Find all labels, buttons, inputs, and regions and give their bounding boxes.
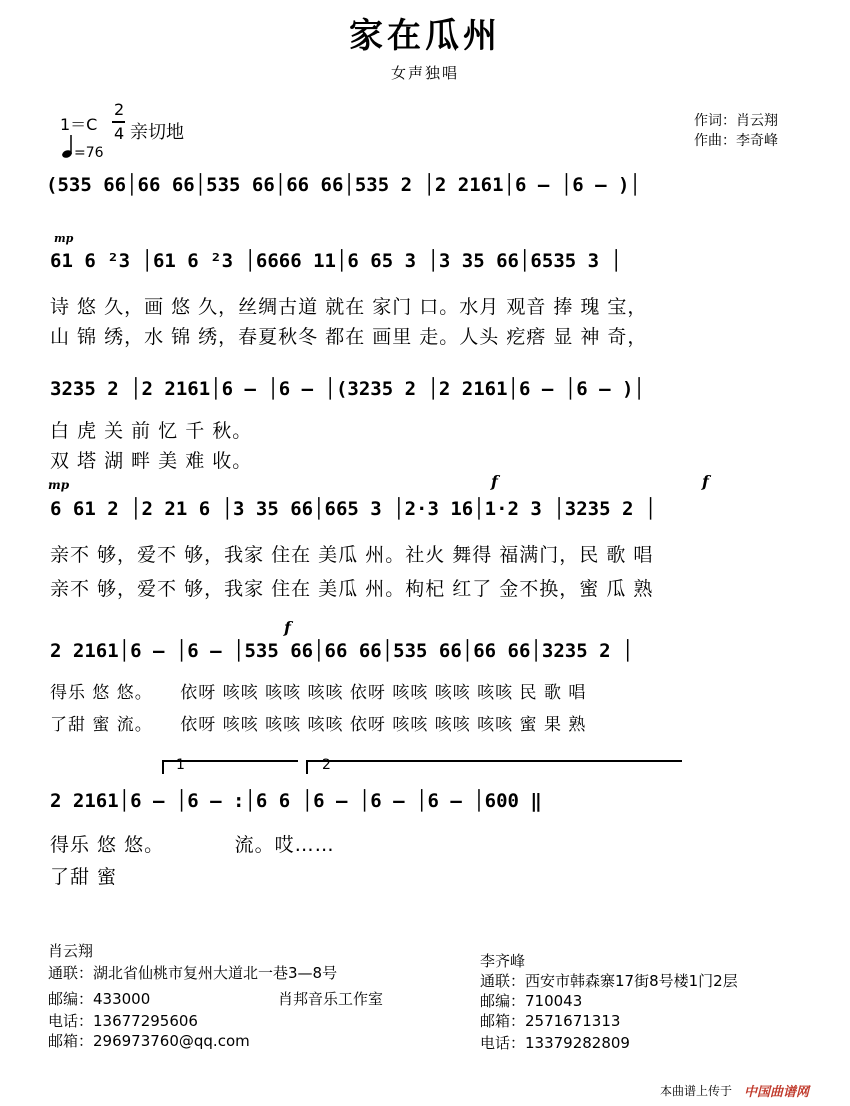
lyricist-credit: 作词：肖云翔 (694, 113, 778, 129)
lyric-verse-1: 得乐 悠 悠。 流。哎…… (50, 834, 335, 856)
notation-line: 2 2161│6 – │6 – │535 66│66 66│535 66│66 66│3235 2 │ (50, 640, 634, 662)
key-signature: 1＝C (60, 115, 98, 134)
notation-line: 2 2161│6 – │6 – :│6 6 │6 – │6 – │6 – │600 ‖ (50, 790, 542, 812)
volta-2-hook (306, 760, 308, 774)
notation-line: 61 6 ²3 │61 6 ²3 │6666 11│6 65 3 │3 35 66│6535 3 │ (50, 250, 622, 272)
contact-postcode: 邮编：433000 (48, 990, 151, 1008)
lyric-verse-2: 了甜 蜜 流。 依呀 咳咳 咳咳 咳咳 依呀 咳咳 咳咳 咳咳 蜜 果 熟 (50, 715, 587, 735)
expression-mark: 亲切地 (130, 122, 184, 143)
notation-line: (535 66│66 66│535 66│66 66│535 2 │2 2161│6 – │6 – )│ (46, 174, 641, 196)
lyric-verse-2: 山 锦 绣，水 锦 绣，春夏秋冬 都在 画里 走。人头 疙瘩 显 神 奇， (50, 326, 648, 348)
volta-1-hook (162, 760, 164, 774)
time-signature-denominator: 4 (114, 124, 125, 143)
contact-postcode: 邮编：710043 (480, 992, 583, 1010)
site-logo: 中国曲谱网 (744, 1085, 810, 1100)
contact-address: 通联：西安市韩森寨17街8号楼1门2层 (480, 972, 738, 990)
contact-address: 通联：湖北省仙桃市复州大道北一巷3—8号 (48, 964, 338, 982)
tempo-marking: =76 (74, 145, 104, 161)
lyric-verse-1: 亲不 够，爱不 够，我家 住在 美瓜 州。社火 舞得 福满门，民 歌 唱 (50, 544, 654, 566)
lyric-verse-2: 了甜 蜜 (50, 866, 118, 888)
dynamic-mark-mp: mp (48, 478, 70, 492)
volta-2-label: 2 (322, 757, 331, 773)
page-subtitle: 女声独唱 (390, 64, 459, 82)
lyric-verse-2: 亲不 够，爱不 够，我家 住在 美瓜 州。枸杞 红了 金不换，蜜 瓜 熟 (50, 578, 654, 600)
contact-phone: 电话：13379282809 (480, 1034, 630, 1052)
notation-line: 6 61 2 │2 21 6 │3 35 66│665 3 │2·3 16│1·2 3 │3235 2 │ (50, 498, 657, 520)
contact-email: 邮箱：296973760@qq.com (48, 1032, 250, 1050)
contact-phone: 电话：13677295606 (48, 1012, 198, 1030)
lyric-verse-1: 诗 悠 久，画 悠 久，丝绸古道 就在 家门 口。水月 观音 捧 瑰 宝， (50, 296, 648, 318)
page-title: 家在瓜州 (349, 16, 501, 56)
volta-1-label: 1 (176, 757, 185, 773)
composer-credit: 作曲：李奇峰 (694, 133, 778, 149)
contact-name: 肖云翔 (48, 942, 94, 960)
volta-2-line (306, 760, 682, 762)
lyric-verse-1: 白 虎 关 前 忆 千 秋。 (50, 420, 253, 442)
footer-text: 本曲谱上传于 (660, 1084, 733, 1098)
dynamic-mark-f: f (284, 618, 291, 637)
dynamic-mark-f: f (491, 472, 498, 491)
time-signature-line (112, 121, 125, 123)
lyric-verse-2: 双 塔 湖 畔 美 难 收。 (50, 450, 253, 472)
contact-name: 李齐峰 (480, 952, 526, 970)
lyric-verse-1: 得乐 悠 悠。 依呀 咳咳 咳咳 咳咳 依呀 咳咳 咳咳 咳咳 民 歌 唱 (50, 683, 587, 703)
contact-email: 邮箱：2571671313 (480, 1012, 621, 1030)
time-signature-numerator: 2 (114, 100, 125, 119)
contact-studio: 肖邦音乐工作室 (278, 990, 384, 1008)
notation-line: 3235 2 │2 2161│6 – │6 – │(3235 2 │2 2161│6 – │6 – )│ (50, 378, 645, 400)
dynamic-mark: mp (54, 232, 74, 245)
dynamic-mark-f: f (702, 472, 709, 491)
